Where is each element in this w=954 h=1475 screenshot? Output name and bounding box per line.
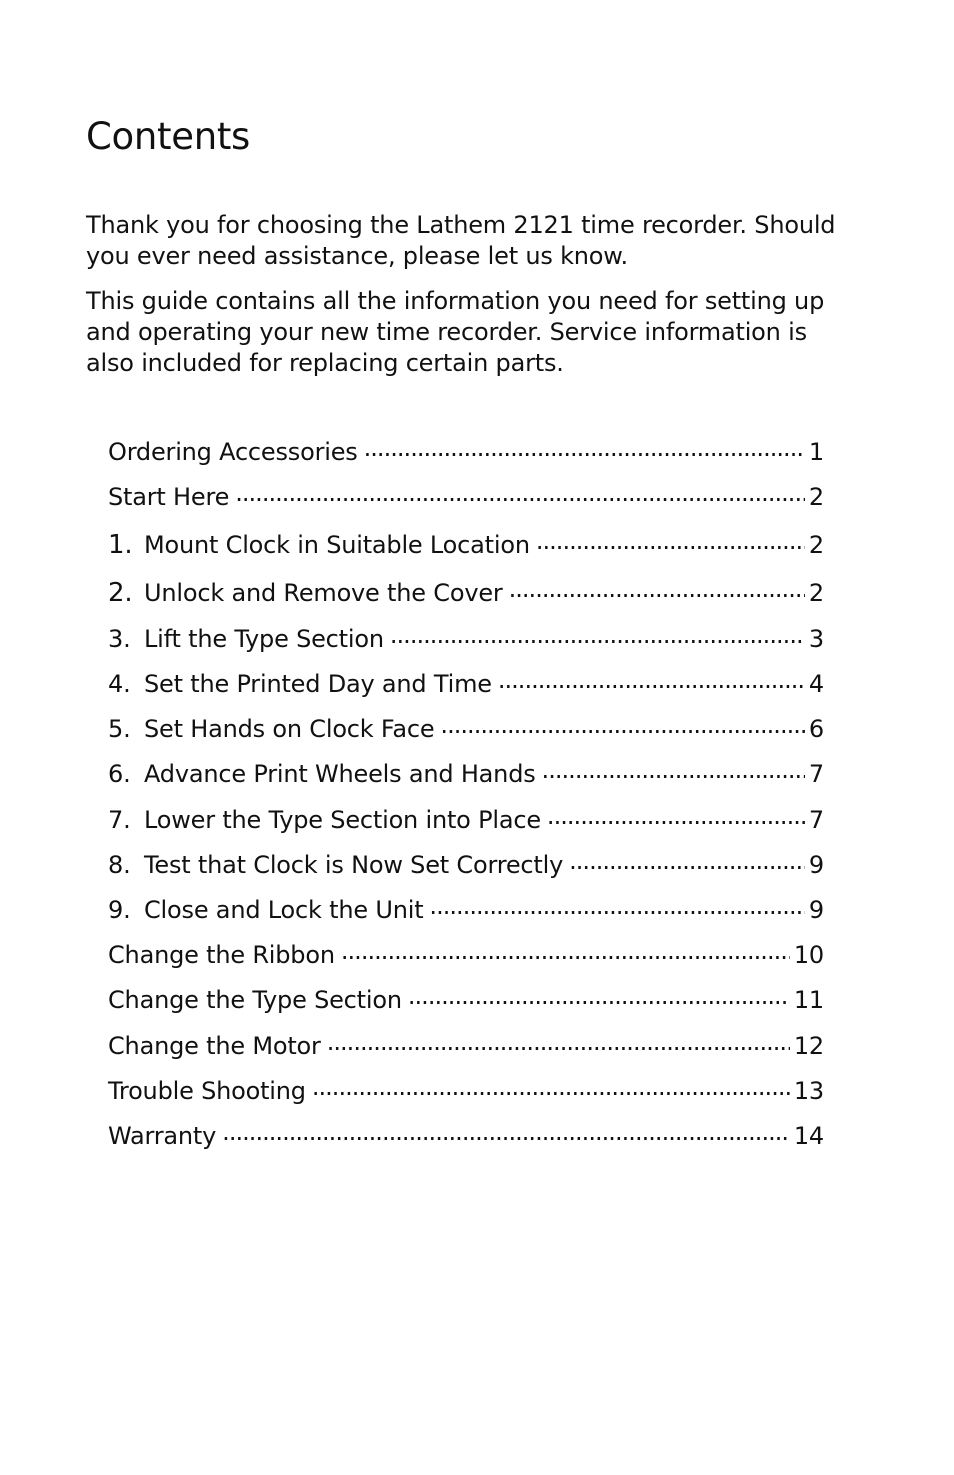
toc-dot-leader <box>440 713 805 737</box>
toc-dot-leader <box>542 758 805 782</box>
toc-entry-page-number: 11 <box>793 986 824 1014</box>
intro-paragraph-thanks: Thank you for choosing the Lathem 2121 time recorder. Should you ever need assistance, please let us know. <box>86 211 836 270</box>
toc-entry-number: 3. <box>108 625 131 653</box>
toc-entry-page-number: 1 <box>808 438 824 466</box>
toc-entry[interactable] <box>108 894 824 928</box>
toc-entry[interactable] <box>108 668 824 702</box>
toc-entry-label: Warranty <box>108 1122 217 1150</box>
toc-entry[interactable] <box>108 939 824 973</box>
toc-entry-label: Set Hands on Clock Face <box>144 715 435 743</box>
toc-dot-leader <box>429 894 805 918</box>
toc-entry[interactable] <box>108 481 824 515</box>
toc-dot-leader <box>408 984 790 1008</box>
toc-entry-page-number: 14 <box>793 1122 824 1150</box>
toc-entry-page-number: 13 <box>793 1077 824 1105</box>
toc-entry-label: Lift the Type Section <box>144 625 384 653</box>
toc-entry[interactable] <box>108 713 824 747</box>
toc-dot-leader <box>547 804 805 828</box>
toc-entry[interactable] <box>108 529 824 563</box>
toc-entry[interactable] <box>108 436 824 470</box>
toc-dot-leader <box>312 1075 790 1099</box>
toc-entry-page-number: 2 <box>808 483 824 511</box>
toc-entry[interactable] <box>108 1075 824 1109</box>
toc-dot-leader <box>364 436 805 460</box>
toc-entry[interactable] <box>108 758 824 792</box>
toc-dot-leader <box>390 623 805 647</box>
toc-dot-leader <box>509 577 805 601</box>
toc-entry-page-number: 3 <box>808 625 824 653</box>
toc-entry[interactable] <box>108 577 824 611</box>
toc-entry[interactable] <box>108 804 824 838</box>
toc-entry-number: 7. <box>108 806 131 834</box>
toc-entry-page-number: 12 <box>793 1032 824 1060</box>
toc-dot-leader <box>235 481 805 505</box>
page-title: Contents <box>86 115 251 158</box>
toc-entry[interactable] <box>108 623 824 657</box>
toc-entry[interactable] <box>108 984 824 1018</box>
toc-entry-page-number: 2 <box>808 531 824 559</box>
toc-entry-page-number: 6 <box>808 715 824 743</box>
toc-entry-page-number: 4 <box>808 670 824 698</box>
toc-entry-label: Unlock and Remove the Cover <box>144 579 503 607</box>
intro-paragraph-guide: This guide contains all the information you need for setting up and operating your new time recorder. Service information is also included for replacing certain parts. <box>86 287 825 377</box>
toc-entry-number: 6. <box>108 760 131 788</box>
toc-entry-label: Change the Motor <box>108 1032 321 1060</box>
toc-entry-number: 4. <box>108 670 131 698</box>
toc-entry-label: Change the Type Section <box>108 986 402 1014</box>
toc-entry-number: 9. <box>108 896 131 924</box>
toc-entry-page-number: 9 <box>808 896 824 924</box>
toc-dot-leader <box>569 849 805 873</box>
toc-dot-leader <box>498 668 805 692</box>
toc-entry-page-number: 10 <box>793 941 824 969</box>
toc-entry-label: Test that Clock is Now Set Correctly <box>144 851 564 879</box>
toc-entry-label: Close and Lock the Unit <box>144 896 424 924</box>
toc-entry-label: Advance Print Wheels and Hands <box>144 760 536 788</box>
toc-dot-leader <box>536 529 805 553</box>
toc-entry-page-number: 7 <box>808 760 824 788</box>
toc-entry[interactable] <box>108 1030 824 1064</box>
toc-entry-label: Ordering Accessories <box>108 438 358 466</box>
toc-entry-label: Change the Ribbon <box>108 941 335 969</box>
toc-dot-leader <box>327 1030 790 1054</box>
toc-entry[interactable] <box>108 849 824 883</box>
toc-entry-number: 5. <box>108 715 131 743</box>
toc-entry-label: Lower the Type Section into Place <box>144 806 541 834</box>
toc-entry-label: Trouble Shooting <box>108 1077 306 1105</box>
toc-entry-page-number: 2 <box>808 579 824 607</box>
toc-dot-leader <box>341 939 790 963</box>
toc-entry-number: 1. <box>108 530 133 560</box>
toc-entry-label: Mount Clock in Suitable Location <box>144 531 530 559</box>
toc-entry-page-number: 9 <box>808 851 824 879</box>
toc-entry-label: Set the Printed Day and Time <box>144 670 492 698</box>
toc-entry[interactable] <box>108 1120 824 1154</box>
toc-dot-leader <box>222 1120 790 1144</box>
toc-entry-number: 2. <box>108 578 133 608</box>
toc-entry-label: Start Here <box>108 483 230 511</box>
toc-entry-page-number: 7 <box>808 806 824 834</box>
toc-entry-number: 8. <box>108 851 131 879</box>
